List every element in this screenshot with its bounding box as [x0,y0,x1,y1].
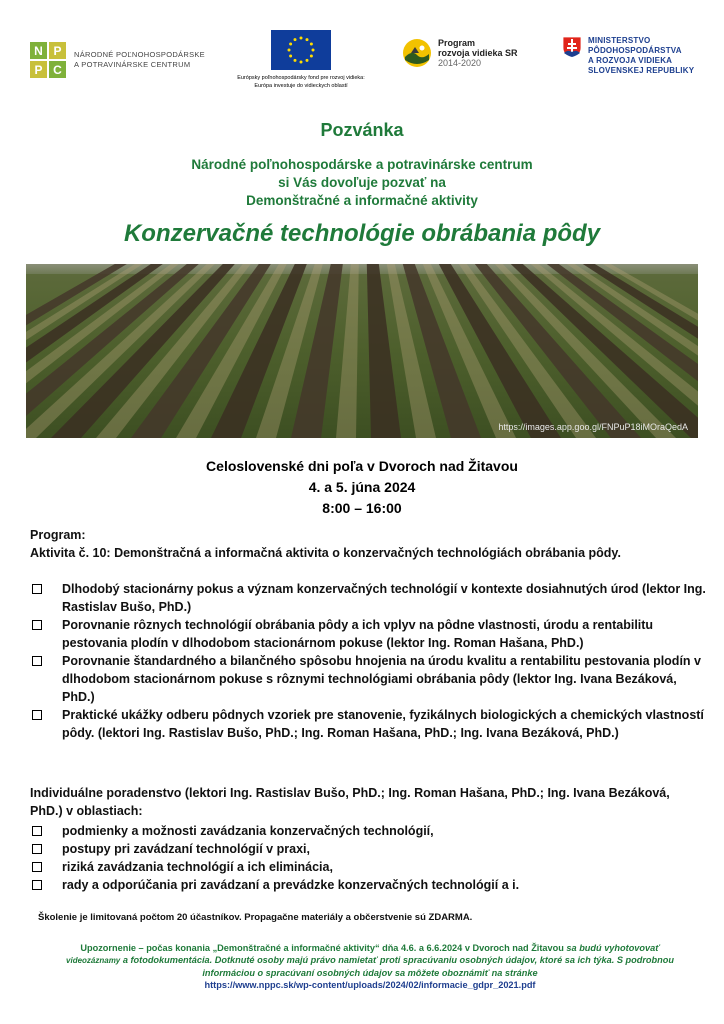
program-item [30,616,710,652]
prv-logo-text [438,38,518,68]
checkbox-bullet-icon [32,862,42,872]
prv-text-line: Program [438,38,476,48]
nppc-letter: P [49,42,66,59]
advisory-item-text: postupy pri zavádzaní technológií v praxi, [62,842,310,856]
checkbox-bullet-icon [32,826,42,836]
logo-bar [0,30,724,100]
gdpr-notice-text: Upozornenie – počas konania „Demonštračné a informačné aktivity“ dňa 4.6. a 6.6.2024 v Dvoroch nad Žitavou [80,943,567,953]
ministry-logo [562,36,694,76]
program-item-text: Praktické ukážky odberu pôdnych vzoriek pre stanovenie, fyzikálnych biologických a chemických vlastností pôdy. (lektori Ing. Rastislav Bušo, PhD.; Ing. Roman Hašana, PhD.; Ing. Ivana Bezáková, PhD.) [62,708,704,740]
nppc-letter: C [49,61,66,78]
organizer-line: Národné poľnohospodárske a potravinárske centrum [191,157,533,172]
checkbox-bullet-icon [32,620,42,630]
photo-credit: https://images.app.goo.gl/FNPuP18iMOraQedA [498,422,688,432]
ministry-text-line: A ROZVOJA VIDIEKA [588,56,673,65]
eu-star-icon [289,55,292,58]
prv-logo [402,38,518,68]
eu-star-icon [300,61,303,64]
checkbox-bullet-icon [32,844,42,854]
program-item-text: Porovnanie rôznych technológií obrábania pôdy a ich vplyv na pôdne vlastnosti, úrodu a rentabilitu pestovania plodín v dlhodobom stacionárnom pokuse (lektor Ing. Roman Hašana, PhD.) [62,618,654,650]
advisory-list [30,822,710,894]
gdpr-notice-text: a fotodokumentácia. Dotknuté osoby majú právo namietať proti spracúvaniu osobných údajov, ktoré sa ich týka. S podrobnou informáciou o spracúvaní osobných údajov sa môžete oboznámiť na stránke [120,955,674,978]
eu-logo-text [226,74,376,90]
event-date: 4. a 5. júna 2024 [308,479,416,495]
slovak-crest-icon [562,36,582,58]
program-label: Program: [30,528,86,542]
field-rows-image [26,264,698,438]
gdpr-notice-text: videozáznamy [66,956,121,965]
eu-text-line: Európsky poľnohospodársky fond pre rozvoj vidieka: [237,75,365,81]
eu-logo [226,30,376,90]
nppc-letter: P [30,61,47,78]
event-time: 8:00 – 16:00 [322,500,402,516]
nppc-letter: N [30,42,47,59]
prv-emblem-icon [402,38,432,68]
program-item [30,580,710,616]
eu-star-icon [310,43,313,46]
invite-line: si Vás dovoľuje pozvať na [278,175,446,190]
event-name: Celoslovenské dni poľa v Dvoroch nad Žitavou [206,458,518,474]
invitation-heading: Pozvánka [320,120,404,140]
gdpr-notice [60,942,680,991]
program-item [30,706,710,742]
gdpr-info-link[interactable]: https://www.nppc.sk/wp-content/uploads/2024/02/informacie_gdpr_2021.pdf [204,980,536,990]
nppc-logo-text [74,50,205,70]
field-photo [26,264,698,438]
program-item [30,652,710,706]
prv-years: 2014-2020 [438,58,482,68]
program-item-text: Porovnanie štandardného a bilančného spôsobu hnojenia na úrodu kvalitu a rentabilitu pestovania plodín v dlhodobom stacionárnom pokuse s rôznymi technológiami obrábania pôdy (lektor Ing. Ivana Bezáková, PhD.) [62,654,701,704]
nppc-text-line: A POTRAVINÁRSKE CENTRUM [74,60,191,69]
event-title: Konzervačné technológie obrábania pôdy [123,220,601,247]
ministry-logo-text [588,36,694,76]
program-list [30,580,710,742]
checkbox-bullet-icon [32,656,42,666]
checkbox-bullet-icon [32,880,42,890]
advisory-item-text: riziká zavádzania technológií a ich eliminácia, [62,860,333,874]
advisory-item [30,876,710,894]
checkbox-bullet-icon [32,584,42,594]
advisory-item [30,822,710,840]
ministry-text-line: MINISTERSTVO [588,36,651,45]
advisory-item-text: rady a odporúčania pri zavádzaní a prevádzke konzervačných technológií a i. [62,878,520,892]
activity-description: Aktivita č. 10: Demonštračná a informačná aktivita o konzervačných technológiách obrábania pôdy. [30,546,621,560]
advisory-item [30,858,710,876]
advisory-item-text: podmienky a možnosti zavádzania konzervačných technológií, [62,824,434,838]
activity-type-line: Demonštračné a informačné aktivity [246,193,478,208]
eu-star-icon [294,59,297,62]
advisory-item [30,840,710,858]
ministry-text-line: PÔDOHOSPODÁRSTVA [588,46,682,55]
advisory-intro: Individuálne poradenstvo (lektori Ing. Rastislav Bušo, PhD.; Ing. Roman Hašana, PhD.; Ing. Ivana Bezáková, PhD.) v oblastiach: [30,786,670,818]
eu-star-icon [306,38,309,41]
ministry-text-line: SLOVENSKEJ REPUBLIKY [588,66,695,75]
eu-star-icon [310,55,313,58]
eu-stars-icon [271,30,331,70]
eu-text-line: Európa investuje do vidieckych oblastí [254,83,348,89]
gdpr-notice-text: sa budú vyhotovovať [566,943,660,953]
eu-star-icon [289,43,292,46]
eu-star-icon [294,38,297,41]
capacity-note: Školenie je limitovaná počtom 20 účastníkov. Propagačne materiály a občerstvenie sú ZDARMA. [38,912,473,923]
nppc-text-line: NÁRODNÉ POĽNOHOSPODÁRSKE [74,50,205,59]
nppc-logo-grid [30,42,66,78]
nppc-logo [30,42,205,78]
checkbox-bullet-icon [32,710,42,720]
program-item-text: Dlhodobý stacionárny pokus a význam konzervačných technológií v kontexte dosiahnutých úrod (lektor Ing. Rastislav Bušo, PhD.) [62,582,706,614]
eu-star-icon [306,59,309,62]
eu-star-icon [288,49,291,52]
eu-star-icon [300,37,303,40]
eu-flag-icon [271,30,331,70]
eu-star-icon [312,49,315,52]
prv-text-line: rozvoja vidieka SR [438,48,518,58]
